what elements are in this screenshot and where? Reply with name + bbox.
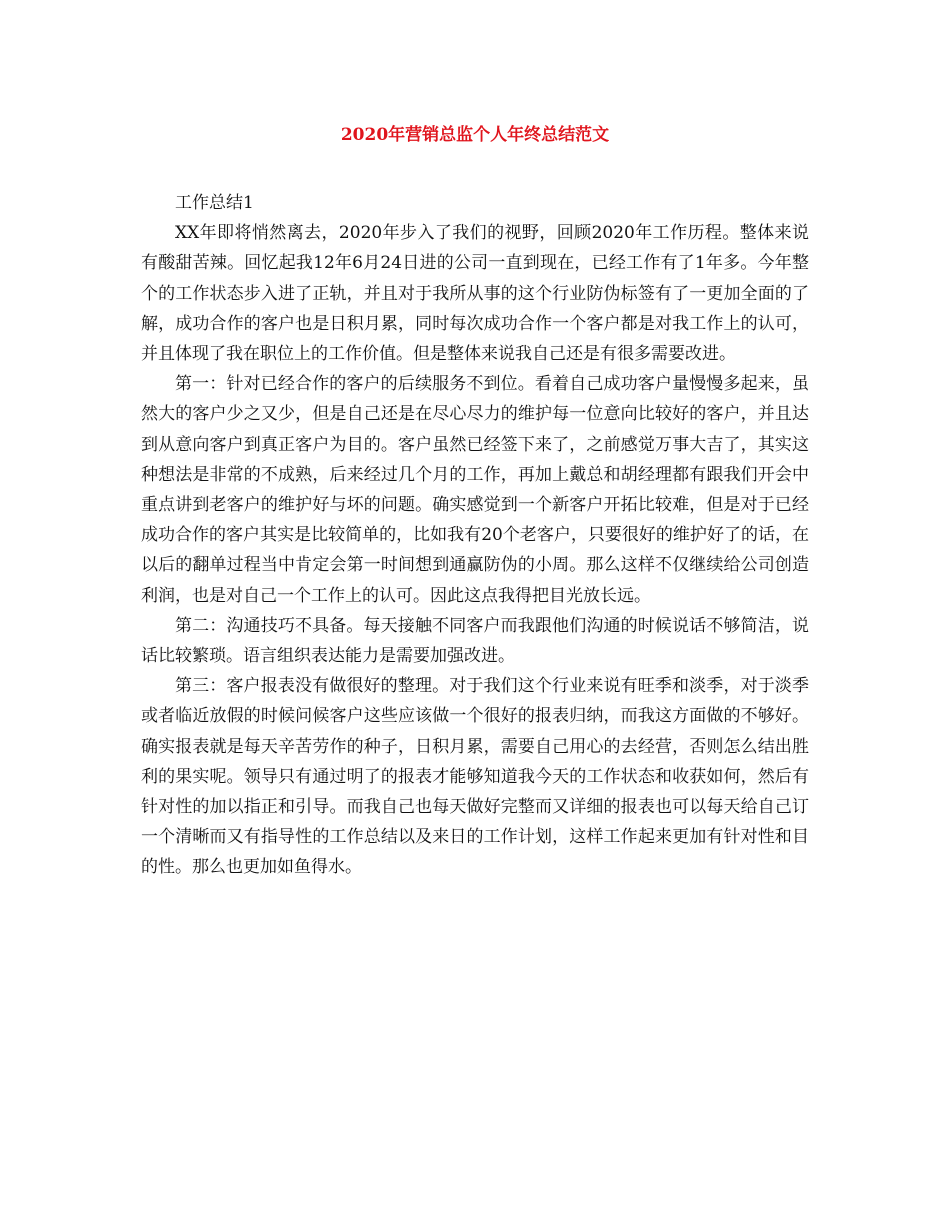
document-title: 2020年营销总监个人年终总结范文: [340, 125, 610, 145]
paragraph-intro: XX年即将悄然离去，2020年步入了我们的视野，回顾2020年工作历程。整体来说有酸甜苦辣。回忆起我12年6月24日进的公司一直到现在，已经工作有了1年多。今年整个的工作状态步入进了正轨，并且对于我所从事的这个行业防伪标签有了一更加全面的了解，成功合作的客户也是日积月累，同时每次成功合作一个客户都是对我工作上的认可，并且体现了我在职位上的工作价值。但是整体来说我自己还是有很多需要改进。: [141, 223, 809, 365]
paragraph-point-two: 第二：沟通技巧不具备。每天接触不同客户而我跟他们沟通的时候说话不够简洁，说话比较繁琐。语言组织表达能力是需要加强改进。: [141, 615, 809, 667]
paragraph-point-one: 第一：针对已经合作的客户的后续服务不到位。看着自己成功客户量慢慢多起来，虽然大的客户少之又少，但是自己还是在尽心尽力的维护每一位意向比较好的客户，并且达到从意向客户到真正客户为目的。客户虽然已经签下来了，之前感觉万事大吉了，其实这种想法是非常的不成熟，后来经过几个月的工作，再加上戴总和胡经理都有跟我们开会中重点讲到老客户的维护好与坏的问题。确实感觉到一个新客户开拓比较难，但是对于已经成功合作的客户其实是比较简单的，比如我有20个老客户，只要很好的维护好了的话，在以后的翻单过程当中肯定会第一时间想到通赢防伪的小周。那么这样不仅继续给公司创造利润，也是对自己一个工作上的认可。因此这点我得把目光放长远。: [141, 374, 809, 606]
paragraph-point-three: 第三：客户报表没有做很好的整理。对于我们这个行业来说有旺季和淡季，对于淡季或者临近放假的时候问候客户这些应该做一个很好的报表归纳，而我这方面做的不够好。确实报表就是每天辛苦劳作的种子，日积月累，需要自己用心的去经营，否则怎么结出胜利的果实呢。领导只有通过明了的报表才能够知道我今天的工作状态和收获如何，然后有针对性的加以指正和引导。而我自己也每天做好完整而又详细的报表也可以每天给自己订一个清晰而又有指导性的工作总结以及来日的工作计划，这样工作起来更加有针对性和目的性。那么也更加如鱼得水。: [141, 676, 809, 878]
section-heading: 工作总结1: [175, 193, 254, 213]
document-body: [141, 188, 809, 883]
